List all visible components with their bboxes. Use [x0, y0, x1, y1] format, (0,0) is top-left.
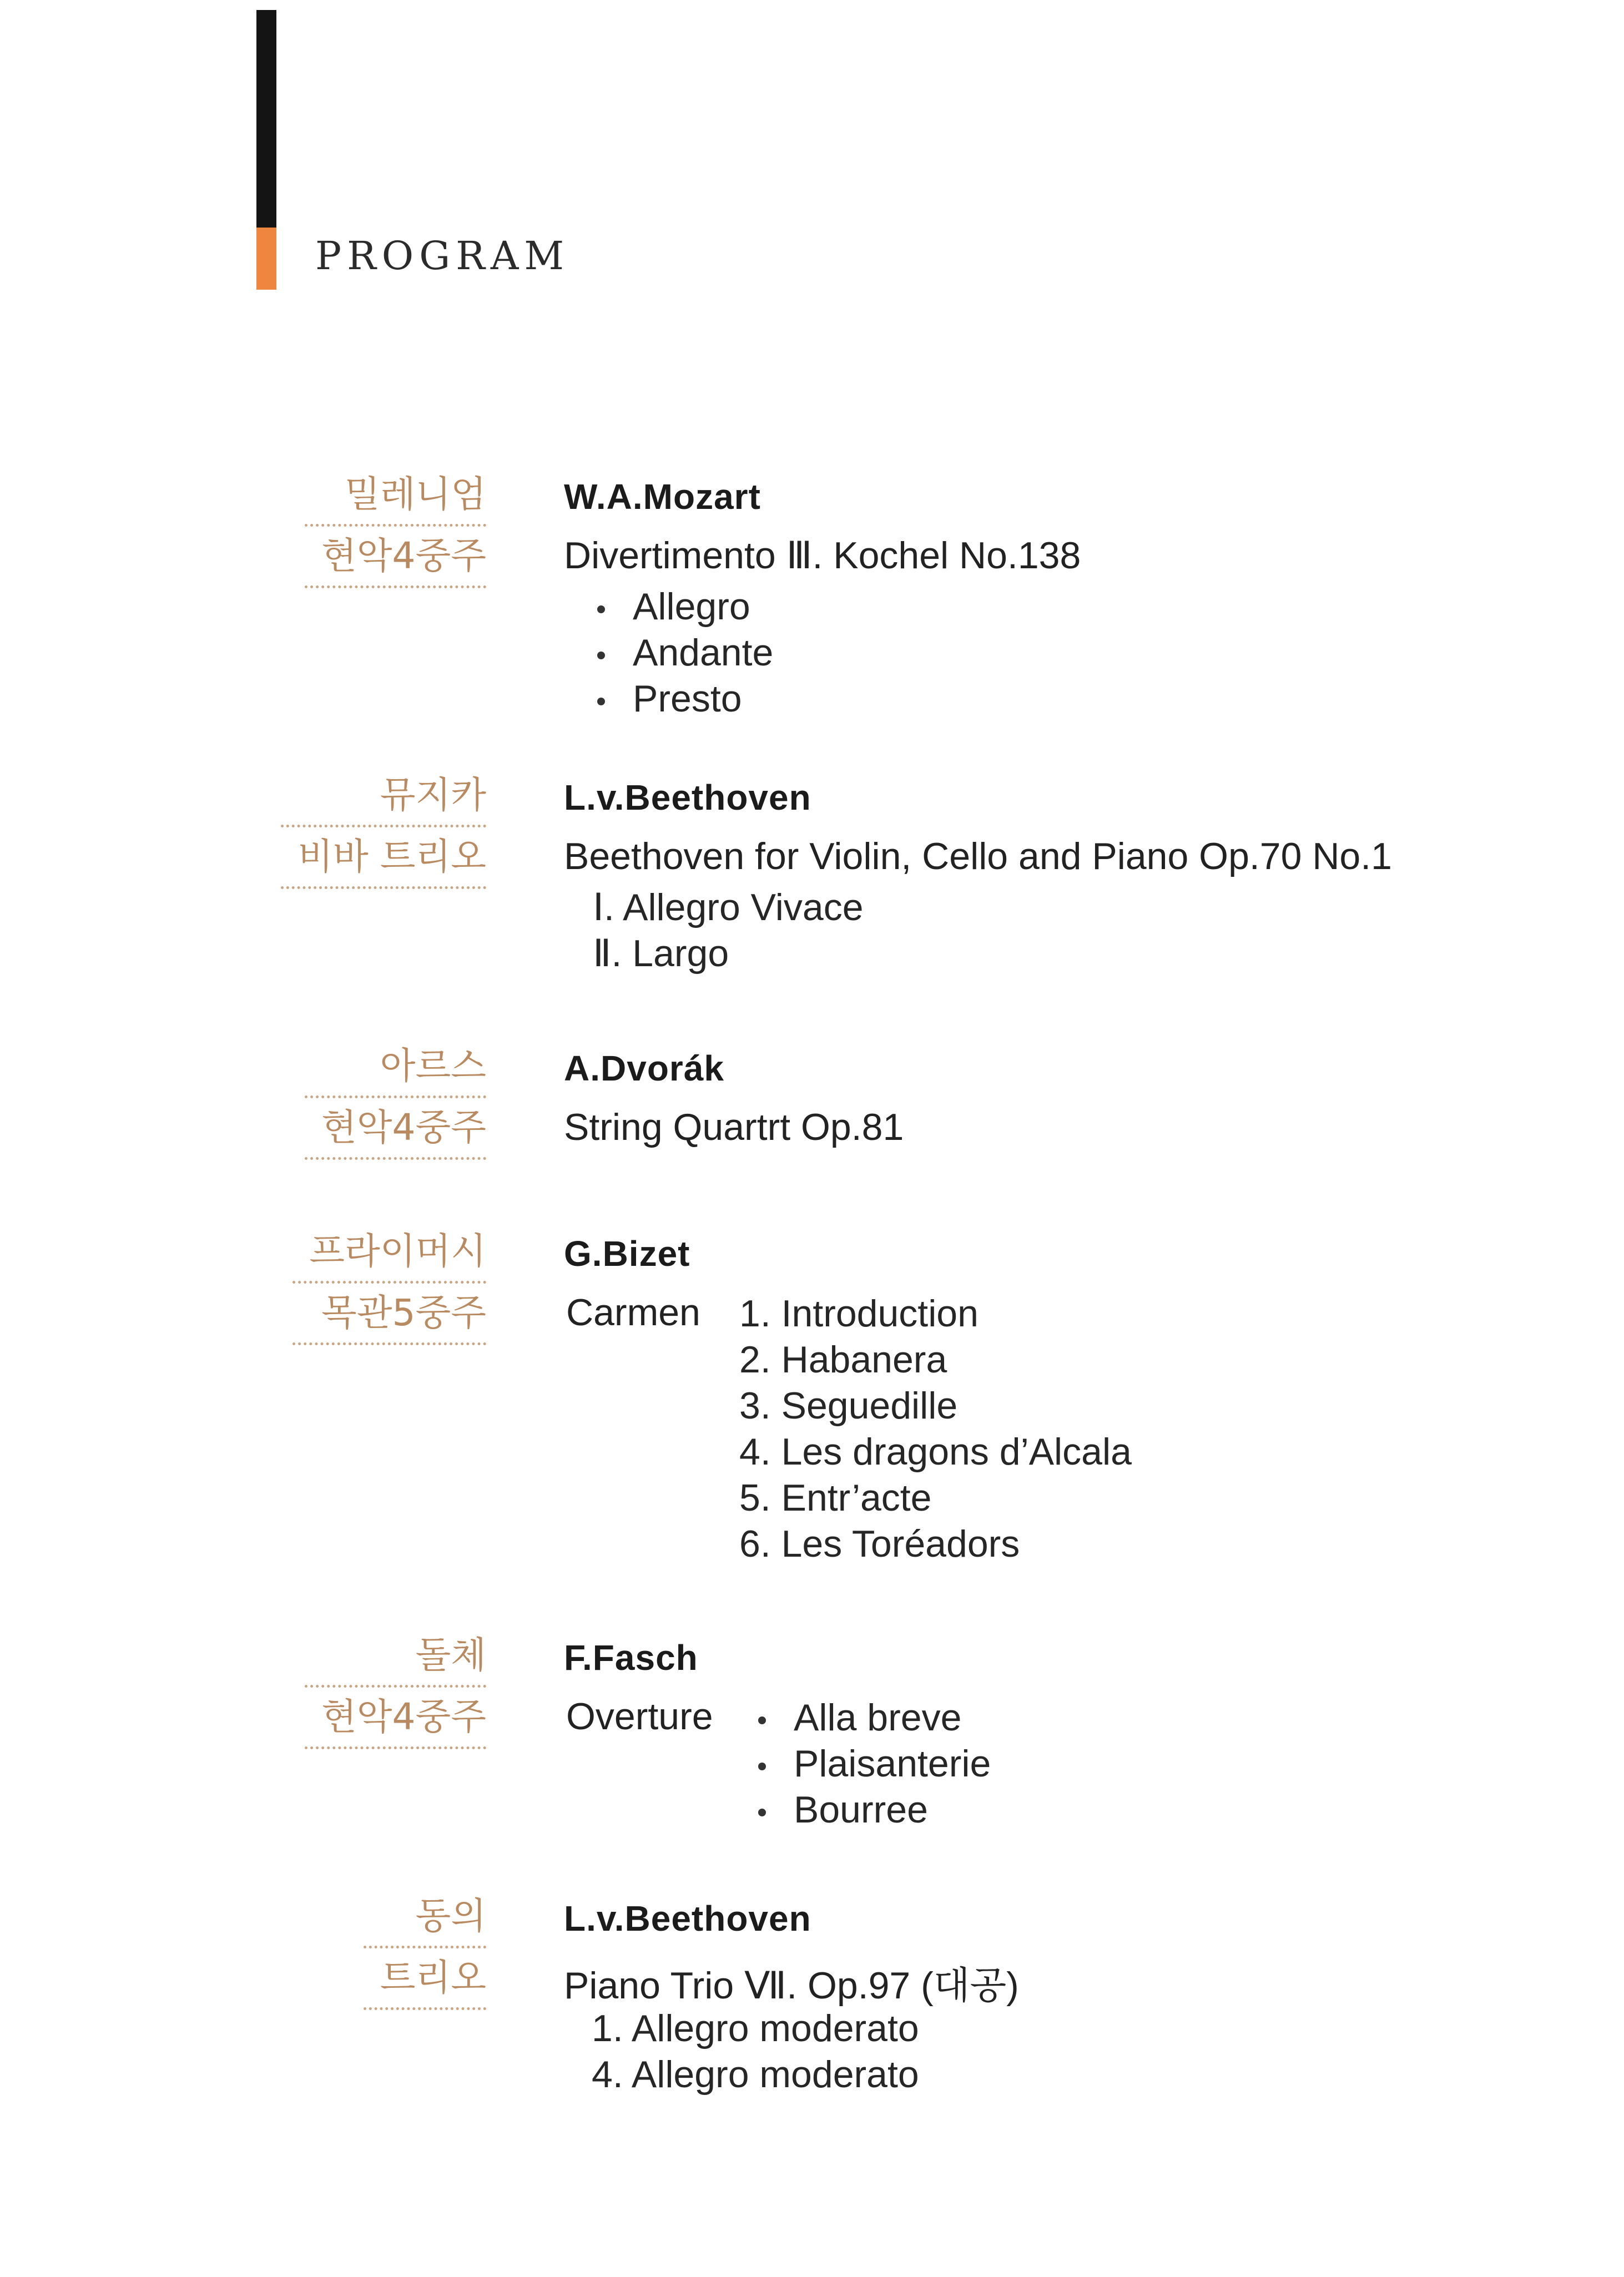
bullet-icon — [597, 605, 605, 613]
list-item: Bourree — [754, 1787, 991, 1833]
performer-name — [305, 1632, 486, 1749]
performer-line-2: 현악4중주 — [305, 532, 486, 588]
work-title: Piano Trio Ⅶ. Op.97 (대공) — [564, 1965, 1019, 2007]
bullet-icon — [597, 652, 605, 659]
list-item: Ⅱ. Largo — [593, 932, 729, 975]
performer-line-2: 비바 트리오 — [281, 833, 486, 889]
composer-name: L.v.Beethoven — [564, 777, 811, 817]
performer-line-1: 뮤지카 — [281, 771, 486, 827]
list-item: Alla breve — [754, 1695, 991, 1741]
movement-list — [593, 885, 864, 977]
list-item: Ⅰ. Allegro Vivace — [593, 886, 864, 928]
movement-list — [593, 584, 773, 722]
list-item: 1. Introduction — [739, 1293, 979, 1335]
work-title: Carmen — [566, 1291, 700, 1334]
performer-line-1: 밀레니엄 — [305, 471, 486, 527]
list-item: Presto — [593, 676, 773, 722]
bullet-icon — [597, 698, 605, 705]
composer-name: A.Dvorák — [564, 1048, 724, 1088]
heading-accent-bar — [256, 10, 276, 228]
movement-list — [739, 1291, 1132, 1567]
composer-name: F.Fasch — [564, 1638, 698, 1678]
performer-name — [292, 1228, 486, 1345]
page-title: PROGRAM — [315, 233, 570, 279]
performer-name — [281, 771, 486, 889]
performer-line-1: 프라이머시 — [292, 1228, 486, 1284]
work-title: String Quartrt Op.81 — [564, 1106, 904, 1148]
list-item: Plaisanterie — [754, 1741, 991, 1787]
movement-list — [592, 2006, 919, 2098]
list-item: 4. Les dragons d’Alcala — [739, 1431, 1132, 1473]
list-item: 1. Allegro moderato — [592, 2007, 919, 2049]
work-title: Divertimento Ⅲ. Kochel No.138 — [564, 534, 1081, 577]
list-item: 6. Les Toréadors — [739, 1523, 1020, 1565]
list-item: 3. Seguedille — [739, 1385, 958, 1427]
list-item: 5. Entr’acte — [739, 1477, 932, 1519]
performer-line-1: 동의 — [364, 1892, 486, 1948]
heading-accent-bar-orange — [256, 228, 276, 290]
work-title: Overture — [566, 1695, 713, 1738]
performer-name — [305, 1042, 486, 1160]
performer-line-2: 현악4중주 — [305, 1693, 486, 1749]
movement-list — [754, 1695, 991, 1833]
performer-name — [364, 1892, 486, 2010]
performer-line-1: 돌체 — [305, 1632, 486, 1688]
composer-name: G.Bizet — [564, 1234, 690, 1274]
composer-name: L.v.Beethoven — [564, 1899, 811, 1938]
list-item: Andante — [593, 630, 773, 676]
bullet-icon — [758, 1716, 766, 1724]
list-item: 2. Habanera — [739, 1339, 947, 1381]
list-item: Allegro — [593, 584, 773, 630]
performer-line-1: 아르스 — [305, 1042, 486, 1098]
performer-line-2: 목관5중주 — [292, 1289, 486, 1345]
composer-name: W.A.Mozart — [564, 477, 761, 517]
performer-line-2: 트리오 — [364, 1954, 486, 2010]
bullet-icon — [758, 1763, 766, 1770]
work-title: Beethoven for Violin, Cello and Piano Op.70 No.1 — [564, 835, 1392, 877]
list-item: 4. Allegro moderato — [592, 2053, 919, 2096]
performer-line-2: 현악4중주 — [305, 1104, 486, 1160]
bullet-icon — [758, 1809, 766, 1816]
performer-name — [305, 471, 486, 588]
